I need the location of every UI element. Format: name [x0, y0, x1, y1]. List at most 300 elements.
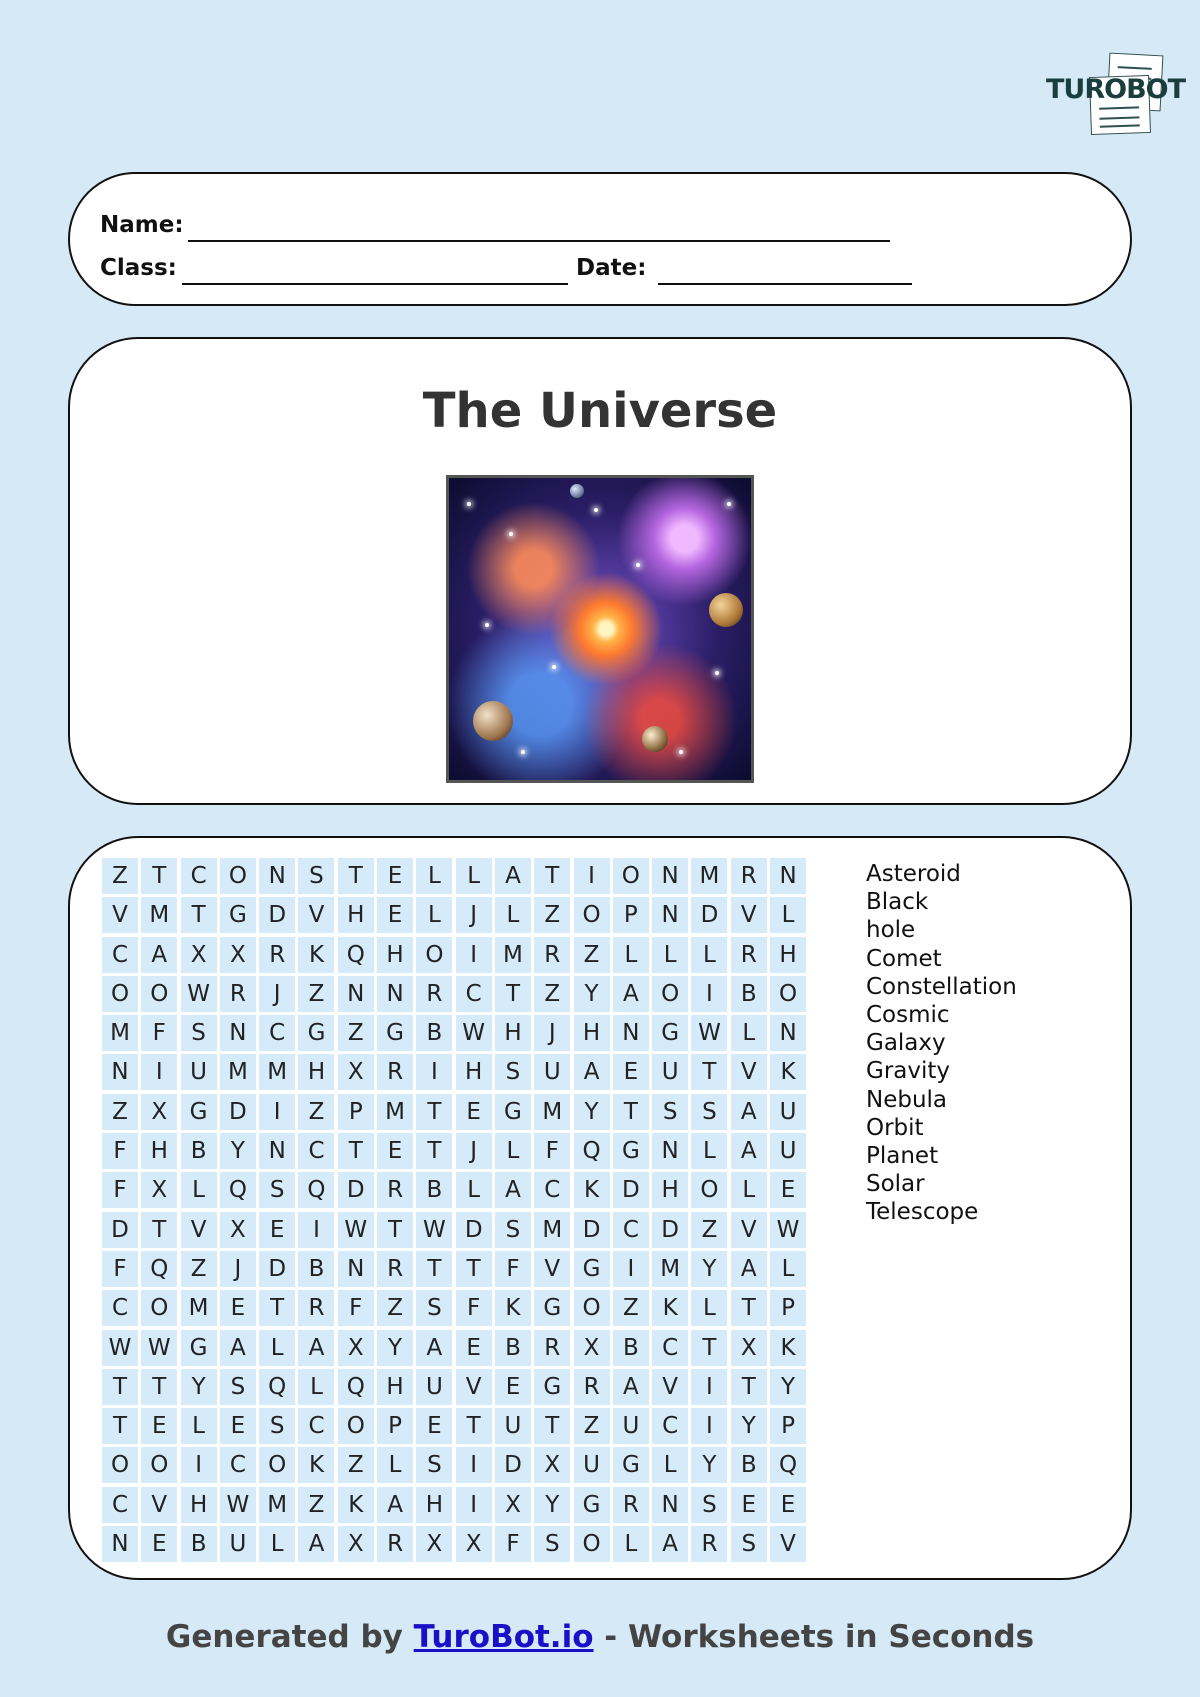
- grid-cell[interactable]: U: [770, 1094, 806, 1130]
- grid-cell[interactable]: I: [181, 1447, 217, 1483]
- grid-cell[interactable]: T: [377, 1212, 413, 1248]
- grid-cell[interactable]: T: [102, 1369, 138, 1405]
- grid-cell[interactable]: Q: [770, 1447, 806, 1483]
- grid-cell[interactable]: F: [495, 1251, 531, 1287]
- grid-cell[interactable]: B: [495, 1330, 531, 1366]
- grid-cell[interactable]: A: [220, 1330, 256, 1366]
- grid-cell[interactable]: D: [574, 1212, 610, 1248]
- grid-cell[interactable]: L: [691, 1133, 727, 1169]
- grid-cell[interactable]: O: [574, 1526, 610, 1562]
- grid-cell[interactable]: E: [377, 1133, 413, 1169]
- grid-cell[interactable]: G: [298, 1015, 334, 1051]
- grid-cell[interactable]: K: [652, 1290, 688, 1326]
- grid-cell[interactable]: C: [652, 1330, 688, 1366]
- grid-cell[interactable]: M: [377, 1094, 413, 1130]
- grid-cell[interactable]: H: [770, 937, 806, 973]
- grid-cell[interactable]: E: [220, 1290, 256, 1326]
- grid-cell[interactable]: X: [731, 1330, 767, 1366]
- grid-cell[interactable]: B: [416, 1015, 452, 1051]
- grid-cell[interactable]: O: [141, 1447, 177, 1483]
- grid-cell[interactable]: R: [691, 1526, 727, 1562]
- grid-cell[interactable]: K: [495, 1290, 531, 1326]
- grid-cell[interactable]: R: [731, 858, 767, 894]
- grid-cell[interactable]: X: [574, 1330, 610, 1366]
- grid-cell[interactable]: Y: [731, 1408, 767, 1444]
- grid-cell[interactable]: A: [731, 1133, 767, 1169]
- grid-cell[interactable]: M: [652, 1251, 688, 1287]
- grid-cell[interactable]: Y: [691, 1447, 727, 1483]
- grid-cell[interactable]: M: [534, 1212, 570, 1248]
- grid-cell[interactable]: V: [298, 897, 334, 933]
- grid-cell[interactable]: Z: [102, 1094, 138, 1130]
- grid-cell[interactable]: I: [416, 1054, 452, 1090]
- grid-cell[interactable]: B: [613, 1330, 649, 1366]
- grid-cell[interactable]: A: [574, 1054, 610, 1090]
- grid-cell[interactable]: G: [534, 1369, 570, 1405]
- grid-cell[interactable]: I: [456, 937, 492, 973]
- grid-cell[interactable]: E: [377, 858, 413, 894]
- grid-cell[interactable]: A: [298, 1330, 334, 1366]
- grid-cell[interactable]: N: [102, 1526, 138, 1562]
- grid-cell[interactable]: E: [416, 1408, 452, 1444]
- date-field[interactable]: [576, 255, 926, 285]
- grid-cell[interactable]: R: [613, 1487, 649, 1523]
- grid-cell[interactable]: C: [652, 1408, 688, 1444]
- grid-cell[interactable]: I: [691, 976, 727, 1012]
- grid-cell[interactable]: T: [259, 1290, 295, 1326]
- grid-cell[interactable]: W: [338, 1212, 374, 1248]
- grid-cell[interactable]: T: [534, 858, 570, 894]
- grid-cell[interactable]: R: [574, 1369, 610, 1405]
- grid-cell[interactable]: Z: [102, 858, 138, 894]
- grid-cell[interactable]: U: [652, 1054, 688, 1090]
- grid-cell[interactable]: F: [456, 1290, 492, 1326]
- grid-cell[interactable]: K: [770, 1330, 806, 1366]
- grid-cell[interactable]: C: [298, 1133, 334, 1169]
- grid-cell[interactable]: G: [652, 1015, 688, 1051]
- grid-cell[interactable]: T: [731, 1290, 767, 1326]
- grid-cell[interactable]: E: [456, 1094, 492, 1130]
- grid-cell[interactable]: Q: [141, 1251, 177, 1287]
- grid-cell[interactable]: I: [141, 1054, 177, 1090]
- grid-cell[interactable]: B: [731, 976, 767, 1012]
- grid-cell[interactable]: H: [416, 1487, 452, 1523]
- grid-cell[interactable]: O: [141, 1290, 177, 1326]
- grid-cell[interactable]: W: [416, 1212, 452, 1248]
- grid-cell[interactable]: R: [377, 1251, 413, 1287]
- grid-cell[interactable]: Z: [181, 1251, 217, 1287]
- grid-cell[interactable]: E: [613, 1054, 649, 1090]
- grid-cell[interactable]: M: [181, 1290, 217, 1326]
- grid-cell[interactable]: R: [220, 976, 256, 1012]
- grid-cell[interactable]: J: [220, 1251, 256, 1287]
- grid-cell[interactable]: Y: [534, 1487, 570, 1523]
- grid-cell[interactable]: R: [259, 937, 295, 973]
- grid-cell[interactable]: B: [181, 1526, 217, 1562]
- grid-cell[interactable]: L: [770, 1251, 806, 1287]
- grid-cell[interactable]: H: [495, 1015, 531, 1051]
- grid-cell[interactable]: W: [220, 1487, 256, 1523]
- grid-cell[interactable]: N: [338, 976, 374, 1012]
- grid-cell[interactable]: C: [534, 1172, 570, 1208]
- grid-cell[interactable]: H: [298, 1054, 334, 1090]
- grid-cell[interactable]: O: [770, 976, 806, 1012]
- grid-cell[interactable]: X: [338, 1526, 374, 1562]
- grid-cell[interactable]: L: [456, 858, 492, 894]
- grid-cell[interactable]: T: [416, 1251, 452, 1287]
- grid-cell[interactable]: L: [259, 1526, 295, 1562]
- grid-cell[interactable]: V: [456, 1369, 492, 1405]
- grid-cell[interactable]: Z: [613, 1290, 649, 1326]
- grid-cell[interactable]: N: [377, 976, 413, 1012]
- grid-cell[interactable]: U: [181, 1054, 217, 1090]
- grid-cell[interactable]: Q: [259, 1369, 295, 1405]
- grid-cell[interactable]: W: [141, 1330, 177, 1366]
- grid-cell[interactable]: A: [613, 976, 649, 1012]
- grid-cell[interactable]: O: [416, 937, 452, 973]
- grid-cell[interactable]: G: [574, 1487, 610, 1523]
- grid-cell[interactable]: G: [495, 1094, 531, 1130]
- grid-cell[interactable]: T: [416, 1133, 452, 1169]
- grid-cell[interactable]: V: [770, 1526, 806, 1562]
- grid-cell[interactable]: D: [495, 1447, 531, 1483]
- grid-cell[interactable]: M: [534, 1094, 570, 1130]
- grid-cell[interactable]: Q: [574, 1133, 610, 1169]
- grid-cell[interactable]: D: [259, 1251, 295, 1287]
- grid-cell[interactable]: W: [456, 1015, 492, 1051]
- grid-cell[interactable]: P: [377, 1408, 413, 1444]
- grid-cell[interactable]: N: [770, 858, 806, 894]
- grid-cell[interactable]: G: [377, 1015, 413, 1051]
- grid-cell[interactable]: F: [534, 1133, 570, 1169]
- grid-cell[interactable]: N: [770, 1015, 806, 1051]
- grid-cell[interactable]: D: [102, 1212, 138, 1248]
- turobot-link[interactable]: TuroBot.io: [413, 1619, 594, 1655]
- grid-cell[interactable]: D: [456, 1212, 492, 1248]
- grid-cell[interactable]: G: [220, 897, 256, 933]
- grid-cell[interactable]: S: [298, 858, 334, 894]
- grid-cell[interactable]: J: [456, 897, 492, 933]
- grid-cell[interactable]: Z: [534, 976, 570, 1012]
- grid-cell[interactable]: L: [731, 1172, 767, 1208]
- grid-cell[interactable]: S: [259, 1172, 295, 1208]
- grid-cell[interactable]: N: [613, 1015, 649, 1051]
- grid-cell[interactable]: E: [141, 1408, 177, 1444]
- grid-cell[interactable]: J: [534, 1015, 570, 1051]
- grid-cell[interactable]: T: [141, 1369, 177, 1405]
- grid-cell[interactable]: M: [220, 1054, 256, 1090]
- grid-cell[interactable]: I: [456, 1447, 492, 1483]
- grid-cell[interactable]: S: [416, 1290, 452, 1326]
- grid-cell[interactable]: O: [574, 1290, 610, 1326]
- grid-cell[interactable]: V: [652, 1369, 688, 1405]
- grid-cell[interactable]: K: [298, 1447, 334, 1483]
- grid-cell[interactable]: D: [259, 897, 295, 933]
- grid-cell[interactable]: Q: [338, 1369, 374, 1405]
- grid-cell[interactable]: M: [495, 937, 531, 973]
- grid-cell[interactable]: F: [102, 1251, 138, 1287]
- grid-cell[interactable]: A: [377, 1487, 413, 1523]
- grid-cell[interactable]: X: [534, 1447, 570, 1483]
- grid-cell[interactable]: X: [416, 1526, 452, 1562]
- grid-cell[interactable]: C: [181, 858, 217, 894]
- grid-cell[interactable]: L: [377, 1447, 413, 1483]
- grid-cell[interactable]: T: [102, 1408, 138, 1444]
- grid-cell[interactable]: T: [456, 1408, 492, 1444]
- grid-cell[interactable]: Z: [338, 1015, 374, 1051]
- grid-cell[interactable]: K: [298, 937, 334, 973]
- grid-cell[interactable]: S: [495, 1212, 531, 1248]
- grid-cell[interactable]: X: [338, 1054, 374, 1090]
- grid-cell[interactable]: V: [534, 1251, 570, 1287]
- grid-cell[interactable]: H: [141, 1133, 177, 1169]
- grid-cell[interactable]: I: [259, 1094, 295, 1130]
- grid-cell[interactable]: O: [102, 976, 138, 1012]
- grid-cell[interactable]: Z: [298, 1094, 334, 1130]
- grid-cell[interactable]: W: [181, 976, 217, 1012]
- grid-cell[interactable]: G: [574, 1251, 610, 1287]
- grid-cell[interactable]: Y: [574, 976, 610, 1012]
- grid-cell[interactable]: A: [495, 858, 531, 894]
- grid-cell[interactable]: M: [691, 858, 727, 894]
- grid-cell[interactable]: H: [181, 1487, 217, 1523]
- grid-cell[interactable]: C: [102, 1290, 138, 1326]
- grid-cell[interactable]: Z: [574, 937, 610, 973]
- class-field[interactable]: [100, 255, 600, 285]
- grid-cell[interactable]: Y: [377, 1330, 413, 1366]
- grid-cell[interactable]: T: [181, 897, 217, 933]
- grid-cell[interactable]: E: [220, 1408, 256, 1444]
- grid-cell[interactable]: D: [220, 1094, 256, 1130]
- grid-cell[interactable]: N: [259, 1133, 295, 1169]
- grid-cell[interactable]: Z: [298, 976, 334, 1012]
- grid-cell[interactable]: I: [456, 1487, 492, 1523]
- grid-cell[interactable]: D: [691, 897, 727, 933]
- grid-cell[interactable]: Z: [691, 1212, 727, 1248]
- grid-cell[interactable]: O: [574, 897, 610, 933]
- grid-cell[interactable]: R: [377, 1172, 413, 1208]
- grid-cell[interactable]: C: [220, 1447, 256, 1483]
- grid-cell[interactable]: K: [770, 1054, 806, 1090]
- grid-cell[interactable]: T: [338, 858, 374, 894]
- grid-cell[interactable]: E: [141, 1526, 177, 1562]
- grid-cell[interactable]: F: [102, 1172, 138, 1208]
- grid-cell[interactable]: Z: [298, 1487, 334, 1523]
- grid-cell[interactable]: J: [259, 976, 295, 1012]
- grid-cell[interactable]: L: [416, 897, 452, 933]
- grid-cell[interactable]: D: [613, 1172, 649, 1208]
- grid-cell[interactable]: N: [652, 1487, 688, 1523]
- grid-cell[interactable]: T: [534, 1408, 570, 1444]
- grid-cell[interactable]: L: [613, 937, 649, 973]
- grid-cell[interactable]: S: [691, 1094, 727, 1130]
- grid-cell[interactable]: J: [456, 1133, 492, 1169]
- grid-cell[interactable]: L: [652, 1447, 688, 1483]
- grid-cell[interactable]: H: [377, 1369, 413, 1405]
- grid-cell[interactable]: N: [338, 1251, 374, 1287]
- grid-cell[interactable]: K: [574, 1172, 610, 1208]
- grid-cell[interactable]: N: [652, 897, 688, 933]
- grid-cell[interactable]: M: [259, 1054, 295, 1090]
- grid-cell[interactable]: V: [141, 1487, 177, 1523]
- grid-cell[interactable]: H: [456, 1054, 492, 1090]
- grid-cell[interactable]: Q: [338, 937, 374, 973]
- grid-cell[interactable]: L: [416, 858, 452, 894]
- grid-cell[interactable]: W: [770, 1212, 806, 1248]
- grid-cell[interactable]: X: [456, 1526, 492, 1562]
- grid-cell[interactable]: S: [731, 1526, 767, 1562]
- grid-cell[interactable]: G: [613, 1447, 649, 1483]
- grid-cell[interactable]: I: [298, 1212, 334, 1248]
- grid-cell[interactable]: T: [613, 1094, 649, 1130]
- grid-cell[interactable]: Z: [338, 1447, 374, 1483]
- grid-cell[interactable]: U: [574, 1447, 610, 1483]
- grid-cell[interactable]: M: [259, 1487, 295, 1523]
- grid-cell[interactable]: O: [613, 858, 649, 894]
- grid-cell[interactable]: X: [338, 1330, 374, 1366]
- grid-cell[interactable]: C: [102, 937, 138, 973]
- grid-cell[interactable]: O: [652, 976, 688, 1012]
- grid-cell[interactable]: S: [181, 1015, 217, 1051]
- grid-cell[interactable]: C: [298, 1408, 334, 1444]
- grid-cell[interactable]: O: [141, 976, 177, 1012]
- grid-cell[interactable]: T: [495, 976, 531, 1012]
- grid-cell[interactable]: O: [338, 1408, 374, 1444]
- grid-cell[interactable]: V: [731, 1054, 767, 1090]
- grid-cell[interactable]: E: [731, 1487, 767, 1523]
- grid-cell[interactable]: T: [338, 1133, 374, 1169]
- grid-cell[interactable]: C: [259, 1015, 295, 1051]
- grid-cell[interactable]: R: [377, 1526, 413, 1562]
- grid-cell[interactable]: B: [416, 1172, 452, 1208]
- grid-cell[interactable]: A: [141, 937, 177, 973]
- grid-cell[interactable]: Q: [298, 1172, 334, 1208]
- grid-cell[interactable]: U: [220, 1526, 256, 1562]
- grid-cell[interactable]: V: [731, 1212, 767, 1248]
- grid-cell[interactable]: A: [416, 1330, 452, 1366]
- grid-cell[interactable]: I: [613, 1251, 649, 1287]
- grid-cell[interactable]: Z: [534, 897, 570, 933]
- grid-cell[interactable]: A: [652, 1526, 688, 1562]
- grid-cell[interactable]: Z: [377, 1290, 413, 1326]
- grid-cell[interactable]: N: [652, 858, 688, 894]
- grid-cell[interactable]: G: [181, 1330, 217, 1366]
- grid-cell[interactable]: X: [141, 1172, 177, 1208]
- grid-cell[interactable]: U: [613, 1408, 649, 1444]
- grid-cell[interactable]: U: [416, 1369, 452, 1405]
- grid-cell[interactable]: O: [259, 1447, 295, 1483]
- grid-cell[interactable]: B: [181, 1133, 217, 1169]
- grid-cell[interactable]: W: [102, 1330, 138, 1366]
- grid-cell[interactable]: T: [731, 1369, 767, 1405]
- grid-cell[interactable]: F: [141, 1015, 177, 1051]
- grid-cell[interactable]: T: [691, 1330, 727, 1366]
- grid-cell[interactable]: X: [141, 1094, 177, 1130]
- grid-cell[interactable]: S: [416, 1447, 452, 1483]
- grid-cell[interactable]: A: [613, 1369, 649, 1405]
- grid-cell[interactable]: R: [416, 976, 452, 1012]
- grid-cell[interactable]: L: [495, 897, 531, 933]
- grid-cell[interactable]: L: [613, 1526, 649, 1562]
- grid-cell[interactable]: G: [181, 1094, 217, 1130]
- grid-cell[interactable]: P: [338, 1094, 374, 1130]
- grid-cell[interactable]: L: [298, 1369, 334, 1405]
- grid-cell[interactable]: H: [377, 937, 413, 973]
- grid-cell[interactable]: N: [259, 858, 295, 894]
- grid-cell[interactable]: N: [220, 1015, 256, 1051]
- grid-cell[interactable]: S: [495, 1054, 531, 1090]
- grid-cell[interactable]: R: [534, 1330, 570, 1366]
- grid-cell[interactable]: S: [259, 1408, 295, 1444]
- grid-cell[interactable]: T: [141, 858, 177, 894]
- grid-cell[interactable]: L: [691, 937, 727, 973]
- grid-cell[interactable]: E: [456, 1330, 492, 1366]
- grid-cell[interactable]: C: [613, 1212, 649, 1248]
- grid-cell[interactable]: S: [534, 1526, 570, 1562]
- grid-cell[interactable]: F: [338, 1290, 374, 1326]
- grid-cell[interactable]: T: [691, 1054, 727, 1090]
- grid-cell[interactable]: U: [534, 1054, 570, 1090]
- grid-cell[interactable]: R: [731, 937, 767, 973]
- grid-cell[interactable]: Q: [220, 1172, 256, 1208]
- grid-cell[interactable]: Y: [181, 1369, 217, 1405]
- grid-cell[interactable]: A: [731, 1251, 767, 1287]
- grid-cell[interactable]: P: [770, 1408, 806, 1444]
- grid-cell[interactable]: Z: [574, 1408, 610, 1444]
- grid-cell[interactable]: A: [298, 1526, 334, 1562]
- grid-cell[interactable]: R: [534, 937, 570, 973]
- grid-cell[interactable]: D: [338, 1172, 374, 1208]
- grid-cell[interactable]: M: [102, 1015, 138, 1051]
- grid-cell[interactable]: Y: [770, 1369, 806, 1405]
- grid-cell[interactable]: H: [652, 1172, 688, 1208]
- grid-cell[interactable]: T: [416, 1094, 452, 1130]
- grid-cell[interactable]: F: [102, 1133, 138, 1169]
- grid-cell[interactable]: I: [574, 858, 610, 894]
- grid-cell[interactable]: Y: [574, 1094, 610, 1130]
- grid-cell[interactable]: H: [574, 1015, 610, 1051]
- grid-cell[interactable]: C: [102, 1487, 138, 1523]
- grid-cell[interactable]: L: [456, 1172, 492, 1208]
- grid-cell[interactable]: N: [102, 1054, 138, 1090]
- grid-cell[interactable]: A: [731, 1094, 767, 1130]
- grid-cell[interactable]: O: [220, 858, 256, 894]
- grid-cell[interactable]: M: [141, 897, 177, 933]
- grid-cell[interactable]: H: [338, 897, 374, 933]
- grid-cell[interactable]: C: [456, 976, 492, 1012]
- grid-cell[interactable]: G: [534, 1290, 570, 1326]
- grid-cell[interactable]: L: [259, 1330, 295, 1366]
- grid-cell[interactable]: X: [495, 1487, 531, 1523]
- name-field[interactable]: [100, 212, 892, 242]
- grid-cell[interactable]: B: [298, 1251, 334, 1287]
- grid-cell[interactable]: V: [731, 897, 767, 933]
- grid-cell[interactable]: T: [456, 1251, 492, 1287]
- grid-cell[interactable]: E: [770, 1487, 806, 1523]
- grid-cell[interactable]: B: [731, 1447, 767, 1483]
- grid-cell[interactable]: E: [495, 1369, 531, 1405]
- grid-cell[interactable]: P: [770, 1290, 806, 1326]
- grid-cell[interactable]: E: [259, 1212, 295, 1248]
- grid-cell[interactable]: K: [338, 1487, 374, 1523]
- grid-cell[interactable]: P: [613, 897, 649, 933]
- grid-cell[interactable]: L: [731, 1015, 767, 1051]
- grid-cell[interactable]: E: [377, 897, 413, 933]
- grid-cell[interactable]: W: [691, 1015, 727, 1051]
- grid-cell[interactable]: S: [691, 1487, 727, 1523]
- grid-cell[interactable]: X: [220, 1212, 256, 1248]
- grid-cell[interactable]: L: [691, 1290, 727, 1326]
